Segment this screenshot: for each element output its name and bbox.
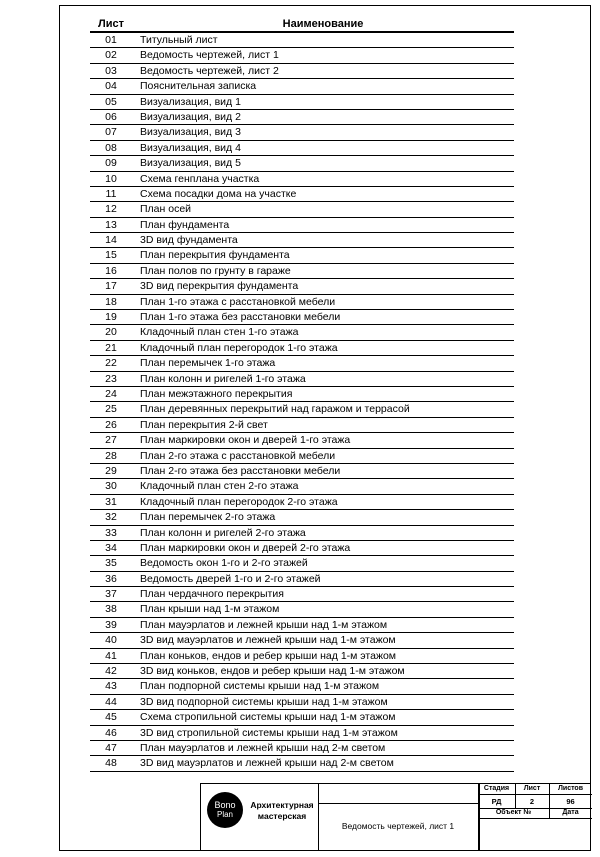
sheet-title: 3D вид стропильной системы крыши над 1-м этажом	[140, 726, 398, 739]
sheet-title: Визуализация, вид 5	[140, 157, 241, 170]
table-row	[90, 279, 514, 294]
sheet-number: 19	[105, 311, 117, 324]
sheet-title: План 2-го этажа без расстановки мебели	[140, 464, 341, 477]
stage-label: Стадия	[483, 785, 510, 792]
firm-name-line2: мастерская	[257, 811, 307, 821]
sheet-title: Ведомость чертежей, лист 1	[140, 49, 279, 62]
table-row	[90, 741, 514, 756]
sheet-title: Схема генплана участка	[140, 172, 260, 185]
sheet-value: 2	[529, 797, 535, 806]
table-row	[90, 141, 514, 156]
table-row	[90, 248, 514, 263]
sheet-title: План коньков, ендов и ребер крыши над 1-м этажом	[140, 649, 397, 662]
logo-text-2: Plan	[216, 810, 233, 819]
sheet-number: 22	[105, 357, 117, 370]
sheet-number: 06	[105, 110, 117, 123]
table-row	[90, 187, 514, 202]
sheet-title: План перекрытия фундамента	[140, 249, 290, 262]
sheet-title: Визуализация, вид 4	[140, 141, 241, 154]
sheet-number: 24	[105, 387, 117, 400]
table-row	[90, 295, 514, 310]
sheet-title: Визуализация, вид 1	[140, 95, 241, 108]
table-row	[90, 726, 514, 741]
sheet-number: 12	[105, 203, 117, 216]
table-row	[90, 556, 514, 571]
sheet-number: 42	[105, 665, 117, 678]
sheet-number: 26	[105, 418, 117, 431]
table-row	[90, 756, 514, 771]
sheet-number: 47	[105, 741, 117, 754]
table-row	[90, 541, 514, 556]
table-row	[90, 79, 514, 94]
sheet-number: 41	[105, 649, 117, 662]
sheets-value: 96	[566, 797, 575, 806]
sheet-title: План перекрытия 2-й свет	[140, 418, 268, 431]
sheet-number: 33	[105, 526, 117, 539]
sheet-number: 27	[105, 434, 117, 447]
tb-divider	[478, 794, 592, 795]
sheet-title: 3D вид подпорной системы крыши над 1-м этажом	[140, 695, 388, 708]
sheets-label: Листов	[557, 785, 584, 792]
sheet-title: Кладочный план перегородок 2-го этажа	[140, 495, 338, 508]
table-row	[90, 264, 514, 279]
sheet-title: План перемычек 1-го этажа	[140, 357, 276, 370]
table-row	[90, 526, 514, 541]
sheet-number: 01	[105, 34, 117, 46]
sheet-title: 3D вид перекрытия фундамента	[140, 280, 299, 293]
table-row	[90, 48, 514, 63]
sheet-number: 32	[105, 511, 117, 524]
sheet-label: Лист	[523, 785, 541, 792]
sheet-number: 30	[105, 480, 117, 493]
sheet-number: 14	[105, 234, 117, 247]
logo-text-1: Bono	[214, 800, 236, 810]
table-row	[90, 125, 514, 140]
table-row	[90, 64, 514, 79]
table-row	[90, 233, 514, 248]
sheet-number: 31	[105, 495, 117, 508]
table-row	[90, 387, 514, 402]
table-row	[90, 356, 514, 371]
table-row	[90, 464, 514, 479]
table-row	[90, 218, 514, 233]
sheet-title: План 1-го этажа без расстановки мебели	[140, 311, 341, 324]
sheet-title: Кладочный план стен 1-го этажа	[140, 326, 299, 339]
header-name: Наименование	[282, 18, 364, 30]
sheet-number: 15	[105, 249, 117, 262]
tb-divider	[478, 818, 592, 819]
sheet-number: 09	[105, 157, 117, 170]
table-row	[90, 602, 514, 617]
table-row	[90, 479, 514, 494]
table-row	[90, 310, 514, 325]
table-body	[90, 33, 514, 772]
sheet-number: 37	[105, 588, 117, 601]
sheet-number: 39	[105, 618, 117, 631]
sheet-number: 21	[105, 341, 117, 354]
sheet-number: 03	[105, 64, 117, 77]
table-row	[90, 202, 514, 217]
table-row	[90, 325, 514, 340]
firm-name-line1: Архитектурная	[250, 800, 314, 810]
sheet-title: План полов по грунту в гараже	[140, 264, 291, 277]
sheet-number: 16	[105, 264, 117, 277]
sheet-title: Ведомость чертежей, лист 2	[140, 64, 279, 77]
table-row	[90, 33, 514, 48]
sheet-title: План 1-го этажа с расстановкой мебели	[140, 295, 336, 308]
sheet-title: План колонн и ригелей 1-го этажа	[140, 372, 306, 385]
sheet-number: 18	[105, 295, 117, 308]
sheet-title: План фундамента	[140, 218, 230, 231]
sheet-title: План перемычек 2-го этажа	[140, 511, 276, 524]
sheet-title: План межэтажного перекрытия	[140, 387, 293, 400]
table-row	[90, 633, 514, 648]
sheet-number: 05	[105, 95, 117, 108]
sheet-title: План осей	[140, 203, 192, 216]
header-sheet: Лист	[98, 18, 124, 30]
sheet-title: Титульный лист	[140, 34, 218, 46]
sheet-number: 04	[105, 80, 117, 93]
sheet-title: Схема посадки дома на участке	[140, 187, 297, 200]
sheet-number: 34	[105, 541, 117, 554]
sheet-title: План колонн и ригелей 2-го этажа	[140, 526, 306, 539]
sheet-title: 3D вид фундамента	[140, 234, 238, 247]
sheet-title: План мауэрлатов и лежней крыши над 1-м этажом	[140, 618, 388, 631]
sheet-title: План подпорной системы крыши над 1-м этажом	[140, 680, 380, 693]
table-row	[90, 449, 514, 464]
table-row	[90, 618, 514, 633]
title-block	[200, 783, 591, 851]
table-row	[90, 156, 514, 171]
sheet-title: Ведомость окон 1-го и 2-го этажей	[140, 557, 308, 570]
table-row	[90, 679, 514, 694]
table-row	[90, 587, 514, 602]
sheet-title: Визуализация, вид 3	[140, 126, 241, 139]
tb-divider	[318, 803, 478, 804]
table-row	[90, 402, 514, 417]
sheet-title: План маркировки окон и дверей 2-го этажа	[140, 541, 351, 554]
table-row	[90, 433, 514, 448]
sheet-title: План чердачного перекрытия	[140, 588, 284, 601]
sheet-number: 07	[105, 126, 117, 139]
firm-name	[248, 800, 316, 822]
table-row	[90, 695, 514, 710]
document-title: Ведомость чертежей, лист 1	[341, 821, 455, 831]
sheet-title: План маркировки окон и дверей 1-го этажа	[140, 434, 351, 447]
sheet-number: 29	[105, 464, 117, 477]
drawings-list-table	[90, 17, 514, 772]
table-row	[90, 664, 514, 679]
sheet-title: План 2-го этажа с расстановкой мебели	[140, 449, 336, 462]
sheet-number: 45	[105, 711, 117, 724]
sheet-number: 08	[105, 141, 117, 154]
sheet-title: План крыши над 1-м этажом	[140, 603, 280, 616]
table-row	[90, 649, 514, 664]
sheet-number: 02	[105, 49, 117, 62]
sheet-number: 48	[105, 757, 117, 770]
date-label: Дата	[562, 809, 579, 816]
sheet-title: Кладочный план стен 2-го этажа	[140, 480, 299, 493]
table-row	[90, 372, 514, 387]
sheet-title: Схема стропильной системы крыши над 1-м этажом	[140, 711, 396, 724]
sheet-number: 35	[105, 557, 117, 570]
table-row	[90, 495, 514, 510]
sheet-number: 28	[105, 449, 117, 462]
logo-cell	[201, 784, 319, 850]
stage-value: РД	[491, 797, 502, 806]
table-row	[90, 418, 514, 433]
sheet-title: Ведомость дверей 1-го и 2-го этажей	[140, 572, 321, 585]
table-row	[90, 95, 514, 110]
table-row	[90, 710, 514, 725]
sheet-title: 3D вид коньков, ендов и ребер крыши над 1-м этажом	[140, 665, 405, 678]
table-row	[90, 110, 514, 125]
table-header	[90, 17, 514, 33]
sheet-number: 43	[105, 680, 117, 693]
sheet-number: 25	[105, 403, 117, 416]
table-row	[90, 510, 514, 525]
sheet-title: План деревянных перекрытий над гаражом и террасой	[140, 403, 410, 416]
sheet-number: 40	[105, 634, 117, 647]
object-label: Объект №	[495, 809, 532, 816]
sheet-title: Кладочный план перегородок 1-го этажа	[140, 341, 338, 354]
sheet-title: План мауэрлатов и лежней крыши над 2-м светом	[140, 741, 386, 754]
table-row	[90, 341, 514, 356]
sheet-number: 20	[105, 326, 117, 339]
table-row	[90, 572, 514, 587]
sheet-number: 17	[105, 280, 117, 293]
company-logo	[207, 792, 243, 828]
table-row	[90, 172, 514, 187]
sheet-number: 38	[105, 603, 117, 616]
sheet-title: Пояснительная записка	[140, 80, 257, 93]
sheet-number: 13	[105, 218, 117, 231]
sheet-number: 11	[105, 187, 117, 200]
sheet-number: 10	[105, 172, 117, 185]
sheet-number: 36	[105, 572, 117, 585]
sheet-title: 3D вид мауэрлатов и лежней крыши над 2-м светом	[140, 757, 394, 770]
sheet-number: 46	[105, 726, 117, 739]
sheet-number: 23	[105, 372, 117, 385]
sheet-title: Визуализация, вид 2	[140, 110, 241, 123]
sheet-number: 44	[105, 695, 117, 708]
sheet-title: 3D вид мауэрлатов и лежней крыши над 1-м этажом	[140, 634, 396, 647]
